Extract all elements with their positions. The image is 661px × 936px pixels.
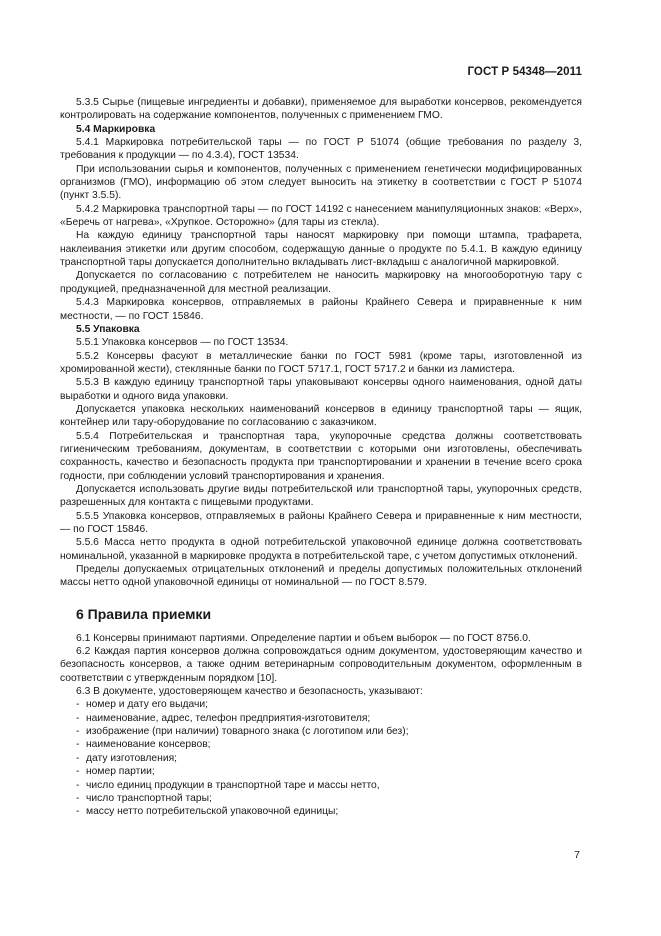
list-item	[60, 792, 582, 805]
list-item-text: наименование, адрес, телефон предприятия-изготовителя;	[86, 712, 371, 724]
clause-5-5-4: 5.5.4 Потребительская и транспортная тара, укупорочные средства должны соответствовать гигиеническим требованиям, документам, в соответствии с которыми они изготовлены, обеспечивать сохранность, качество и безопасность продукта при транспортировании и хранении в течение всего срока годности, при соблюдении условий транспортирования и хранения.	[60, 430, 582, 482]
clause-5-4-2: 5.4.2 Маркировка транспортной тары — по ГОСТ 14192 с нанесением манипуляционных знаков: «Верх», «Беречь от нагрева», «Хрупкое. Осторожно» (для тары из стекла).	[60, 203, 582, 229]
clause-5-4-1-gmo: При использовании сырья и компонентов, полученных с применением генетически модифицированных организмов (ГМО), информацию об этом следует выносить на этикетку в соответствии с ГОСТ Р 51074 (пункт 3.5.5).	[60, 163, 582, 202]
clause-5-5-1: 5.5.1 Упаковка консервов — по ГОСТ 13534.	[76, 337, 289, 349]
list-item-text: дату изготовления;	[86, 752, 178, 764]
clause-5-5-2: 5.5.2 Консервы фасуют в металлические банки по ГОСТ 5981 (кроме тары, изготовленной из хромированной жести), стеклянные банки по ГОСТ 5717.1, ГОСТ 5717.2 и банки из ламистера.	[60, 350, 582, 375]
clause-5-4-2-allowance: Допускается по согласованию с потребителем не наносить маркировку на многооборотную тару с продукцией, предназначенной для местной реализации.	[60, 270, 582, 295]
clause-5-3-5: 5.3.5 Сырье (пищевые ингредиенты и добавки), применяемое для выработки консервов, рекомендуется контролировать на содержание компонентов, полученных с применением ГМО.	[60, 97, 582, 122]
list-item	[60, 805, 582, 818]
list-item-text: число единиц продукции в транспортной таре и массы нетто,	[86, 779, 380, 791]
list-item	[60, 738, 582, 751]
list-dash: -	[76, 752, 80, 764]
list-item	[60, 712, 582, 725]
heading-5-5: 5.5 Упаковка	[76, 323, 140, 335]
list-item-text: массу нетто потребительской упаковочной единицы;	[86, 806, 339, 818]
list-item	[60, 752, 582, 765]
list-item-text: число транспортной тары;	[86, 792, 212, 804]
list-item	[60, 765, 582, 778]
page-number: 7	[574, 849, 580, 861]
list-dash: -	[76, 712, 80, 724]
list-dash: -	[76, 792, 80, 804]
clause-5-5-5: 5.5.5 Упаковка консервов, отправляемых в районы Крайнего Севера и приравненные к ним местности, — по ГОСТ 15846.	[60, 510, 582, 535]
clause-5-5-3-allowance: Допускается упаковка нескольких наименований консервов в единицу транспортной тары — ящик, контейнер или тару-оборудование по согласованию с заказчиком.	[60, 403, 582, 429]
document-body	[60, 96, 582, 819]
clause-5-5-4-allowance: Допускается использовать другие виды потребительской или транспортной тары, укупорочных средств, разрешенных для контакта с пищевыми продуктами.	[60, 483, 582, 509]
clause-5-4-1: 5.4.1 Маркировка потребительской тары — по ГОСТ Р 51074 (общие требования по разделу 3, требования к продукции — по 4.3.4), ГОСТ 13534.	[60, 137, 582, 162]
list-item-text: изображение (при наличии) товарного знака (с логотипом или без);	[86, 726, 409, 738]
clause-5-5-6-limits: Пределы допускаемых отрицательных отклонений и пределы допустимых положительных отклонений массы нетто одной упаковочной единицы от номинальной — по ГОСТ 8.579.	[60, 564, 582, 589]
list-dash: -	[76, 726, 80, 738]
list-dash: -	[76, 766, 80, 778]
clause-6-2: 6.2 Каждая партия консервов должна сопровождаться одним документом, удостоверяющим качество и безопасность консервов, а также одним ветеринарным сопроводительным документом, оформленным в соответствии с утвержденным порядком [10].	[60, 646, 582, 684]
clause-5-4-3: 5.4.3 Маркировка консервов, отправляемых в районы Крайнего Севера и приравненные к ним местности, — по ГОСТ 15846.	[60, 297, 582, 322]
heading-section-6: 6 Правила приемки	[76, 605, 212, 622]
list-item-text: наименование консервов;	[86, 739, 211, 751]
list-dash: -	[76, 779, 80, 791]
list-dash: -	[76, 699, 80, 711]
clause-6-3: 6.3 В документе, удостоверяющем качество и безопасность, указывают:	[76, 686, 423, 698]
list-item	[60, 725, 582, 738]
list-dash: -	[76, 739, 80, 751]
clause-5-4-2-marking: На каждую единицу транспортной тары наносят маркировку при помощи штампа, трафарета, наклеивания этикетки или другим способом, содержащую данные о продукте по 5.4.1. В каждую единицу транспортной тары допускается дополнительно вкладывать лист-вкладыш с аналогичной маркировкой.	[60, 230, 582, 269]
list-item	[60, 698, 582, 711]
document-header: ГОСТ Р 54348—2011	[467, 66, 582, 78]
list-item-text: номер партии;	[86, 766, 155, 778]
heading-5-4: 5.4 Маркировка	[76, 123, 156, 135]
list-item-text: номер и дату его выдачи;	[86, 699, 208, 711]
list-item	[60, 779, 582, 792]
clause-6-1: 6.1 Консервы принимают партиями. Определение партии и объем выборок — по ГОСТ 8756.0.	[76, 632, 531, 644]
clause-5-5-6: 5.5.6 Масса нетто продукта в одной потребительской упаковочной единице должна соответствовать номинальной, указанной в маркировке продукта в потребительской таре, с учетом допустимых отклонений.	[60, 537, 582, 562]
clause-5-5-3: 5.5.3 В каждую единицу транспортной тары упаковывают консервы одного наименования, одной даты выработки и одного вида упаковки.	[60, 377, 582, 402]
list-dash: -	[76, 806, 80, 818]
